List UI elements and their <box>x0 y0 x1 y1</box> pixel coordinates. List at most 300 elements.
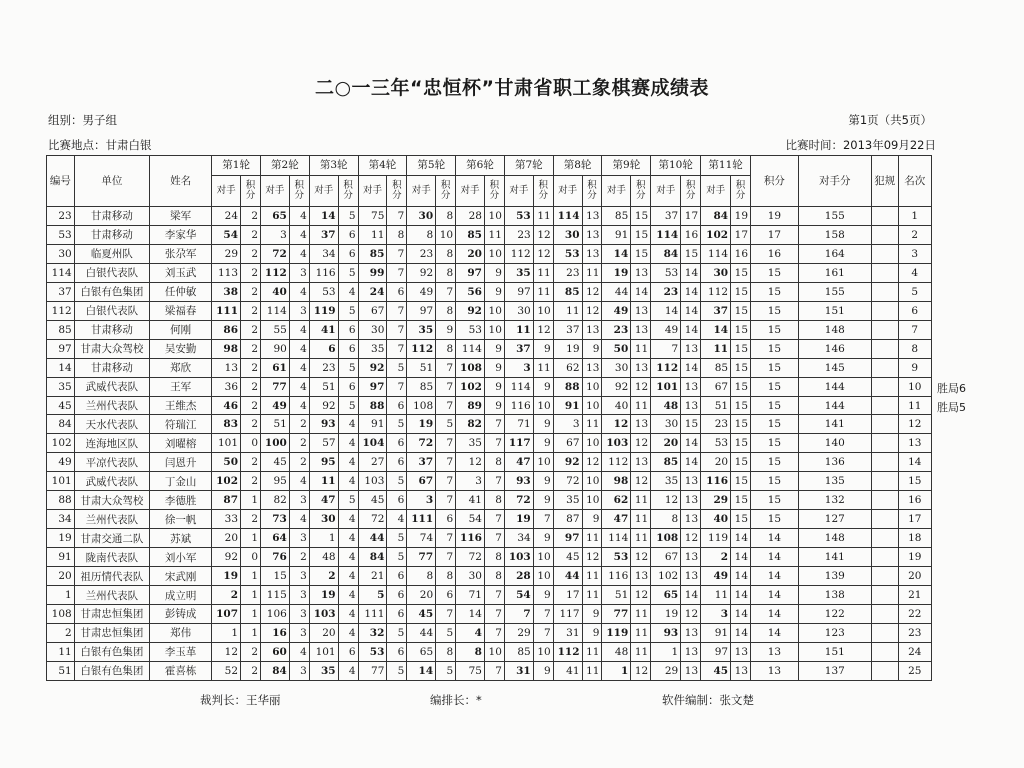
cell-name: 任仲敏 <box>150 282 212 301</box>
cell-rank: 20 <box>898 567 931 586</box>
cell-name: 苏斌 <box>150 529 212 548</box>
cell-name: 刘小军 <box>150 548 212 567</box>
cell-points: 13 <box>631 415 651 434</box>
cell-points: 6 <box>338 320 358 339</box>
cell-points: 10 <box>582 472 602 491</box>
cell-points: 10 <box>484 320 504 339</box>
cell-opp-score: 148 <box>798 320 871 339</box>
cell-opponent: 65 <box>407 642 436 661</box>
cell-opponent: 84 <box>651 244 681 263</box>
cell-points: 3 <box>289 661 309 680</box>
cell-opponent: 30 <box>651 415 681 434</box>
cell-opponent: 37 <box>309 225 338 244</box>
cell-opponent: 116 <box>602 567 631 586</box>
cell-player-no: 35 <box>47 377 75 396</box>
cell-points: 4 <box>338 623 358 642</box>
subheader-opponent: 对手 <box>651 176 681 207</box>
cell-opponent: 100 <box>261 434 290 453</box>
cell-points: 0 <box>241 548 261 567</box>
cell-points: 7 <box>484 623 504 642</box>
cell-opponent: 89 <box>456 396 485 415</box>
cell-opponent: 45 <box>358 491 387 510</box>
cell-opponent: 48 <box>309 548 338 567</box>
cell-rank: 16 <box>898 491 931 510</box>
cell-score: 15 <box>751 377 799 396</box>
cell-points: 13 <box>681 472 701 491</box>
cell-opponent: 30 <box>358 320 387 339</box>
cell-opponent: 31 <box>553 623 582 642</box>
cell-points: 4 <box>338 434 358 453</box>
cell-points: 9 <box>582 605 602 624</box>
cell-opponent: 91 <box>358 415 387 434</box>
subheader-points: 积分 <box>681 176 701 207</box>
cell-opponent: 111 <box>407 510 436 529</box>
cell-opp-score: 141 <box>798 415 871 434</box>
cell-points: 10 <box>484 207 504 226</box>
cell-opponent: 37 <box>651 207 681 226</box>
cell-points: 8 <box>436 339 456 358</box>
cell-points: 2 <box>241 396 261 415</box>
cell-unit: 白银有色集团 <box>74 661 149 680</box>
cell-points: 2 <box>241 661 261 680</box>
cell-unit: 白银代表队 <box>74 263 149 282</box>
cell-unit: 白银代表队 <box>74 301 149 320</box>
cell-opponent: 24 <box>212 207 241 226</box>
cell-points: 8 <box>436 567 456 586</box>
cell-player-no: 34 <box>47 510 75 529</box>
cell-opponent: 53 <box>309 282 338 301</box>
cell-points: 15 <box>681 415 701 434</box>
cell-foul <box>871 244 898 263</box>
table-row <box>47 491 932 510</box>
cell-opp-score: 164 <box>798 244 871 263</box>
cell-opponent: 28 <box>456 207 485 226</box>
cell-points: 7 <box>387 244 407 263</box>
cell-opponent: 88 <box>553 377 582 396</box>
cell-rank: 8 <box>898 339 931 358</box>
cell-opponent: 29 <box>651 661 681 680</box>
cell-points: 15 <box>731 377 751 396</box>
subheader-points: 积分 <box>289 176 309 207</box>
cell-foul <box>871 339 898 358</box>
cell-points: 5 <box>338 301 358 320</box>
cell-opponent: 85 <box>602 207 631 226</box>
cell-foul <box>871 567 898 586</box>
cell-points: 7 <box>387 339 407 358</box>
cell-opponent: 116 <box>309 263 338 282</box>
cell-points: 13 <box>631 263 651 282</box>
cell-opponent: 112 <box>261 263 290 282</box>
cell-opponent: 98 <box>212 339 241 358</box>
cell-score: 15 <box>751 263 799 282</box>
cell-points: 3 <box>289 529 309 548</box>
cell-opponent: 87 <box>212 491 241 510</box>
cell-points: 2 <box>241 472 261 491</box>
cell-opponent: 53 <box>456 320 485 339</box>
cell-opponent: 86 <box>212 320 241 339</box>
cell-points: 4 <box>289 225 309 244</box>
cell-opponent: 92 <box>456 301 485 320</box>
cell-name: 何刚 <box>150 320 212 339</box>
cell-points: 1 <box>241 586 261 605</box>
cell-name: 郑伟 <box>150 623 212 642</box>
cell-rank: 18 <box>898 529 931 548</box>
cell-opponent: 21 <box>358 567 387 586</box>
cell-points: 9 <box>533 377 553 396</box>
col-header-round: 第2轮 <box>261 156 310 176</box>
cell-unit: 白银有色集团 <box>74 282 149 301</box>
cell-points: 5 <box>338 396 358 415</box>
cell-foul <box>871 415 898 434</box>
cell-points: 13 <box>681 661 701 680</box>
cell-points: 8 <box>484 548 504 567</box>
cell-opponent: 45 <box>407 605 436 624</box>
cell-points: 13 <box>681 548 701 567</box>
cell-points: 4 <box>338 472 358 491</box>
cell-opponent: 47 <box>309 491 338 510</box>
cell-points: 15 <box>731 491 751 510</box>
table-row <box>47 377 932 396</box>
cell-points: 13 <box>631 301 651 320</box>
cell-unit: 甘肃忠恒集团 <box>74 623 149 642</box>
cell-opponent: 112 <box>651 358 681 377</box>
cell-score: 14 <box>751 529 799 548</box>
cell-opp-score: 158 <box>798 225 871 244</box>
cell-opponent: 41 <box>456 491 485 510</box>
subheader-opponent: 对手 <box>504 176 533 207</box>
cell-points: 7 <box>436 491 456 510</box>
cell-score: 13 <box>751 661 799 680</box>
cell-points: 14 <box>681 282 701 301</box>
table-row <box>47 642 932 661</box>
cell-opponent: 44 <box>407 623 436 642</box>
cell-rank: 17 <box>898 510 931 529</box>
cell-opponent: 31 <box>504 661 533 680</box>
cell-opp-score: 155 <box>798 207 871 226</box>
cell-opponent: 112 <box>504 244 533 263</box>
cell-points: 11 <box>484 225 504 244</box>
cell-unit: 甘肃大众驾校 <box>74 491 149 510</box>
cell-points: 11 <box>582 415 602 434</box>
cell-opponent: 104 <box>358 434 387 453</box>
cell-opponent: 74 <box>407 529 436 548</box>
subheader-opponent: 对手 <box>602 176 631 207</box>
cell-points: 13 <box>631 453 651 472</box>
cell-opponent: 23 <box>504 225 533 244</box>
cell-points: 12 <box>582 453 602 472</box>
cell-opponent: 35 <box>553 491 582 510</box>
cell-points: 19 <box>731 207 751 226</box>
cell-opponent: 38 <box>212 282 241 301</box>
cell-points: 13 <box>582 225 602 244</box>
cell-opponent: 48 <box>651 396 681 415</box>
cell-opponent: 12 <box>456 453 485 472</box>
cell-points: 9 <box>582 623 602 642</box>
cell-opponent: 56 <box>456 282 485 301</box>
cell-opponent: 117 <box>553 605 582 624</box>
cell-points: 10 <box>533 453 553 472</box>
cell-points: 12 <box>533 320 553 339</box>
cell-points: 4 <box>387 510 407 529</box>
cell-opponent: 111 <box>212 301 241 320</box>
table-row <box>47 623 932 642</box>
cell-points: 9 <box>533 472 553 491</box>
col-header-foul: 犯规 <box>871 156 898 207</box>
cell-opponent: 114 <box>504 377 533 396</box>
cell-player-no: 20 <box>47 567 75 586</box>
cell-points: 10 <box>582 434 602 453</box>
table-row <box>47 434 932 453</box>
cell-points: 5 <box>387 358 407 377</box>
cell-opponent: 12 <box>651 491 681 510</box>
cell-points: 9 <box>533 339 553 358</box>
cell-points: 7 <box>436 605 456 624</box>
cell-points: 11 <box>533 263 553 282</box>
cell-unit: 武威代表队 <box>74 472 149 491</box>
cell-points: 5 <box>338 207 358 226</box>
cell-points: 15 <box>631 244 651 263</box>
col-header-round: 第6轮 <box>456 156 505 176</box>
cell-unit: 甘肃移动 <box>74 207 149 226</box>
cell-opponent: 116 <box>504 396 533 415</box>
cell-points: 4 <box>338 282 358 301</box>
cell-opponent: 1 <box>602 661 631 680</box>
cell-points: 15 <box>731 263 751 282</box>
cell-opp-score: 127 <box>798 510 871 529</box>
cell-rank: 11 <box>898 396 931 415</box>
cell-opponent: 3 <box>261 225 290 244</box>
cell-points: 9 <box>582 510 602 529</box>
cell-points: 4 <box>289 244 309 263</box>
subheader-opponent: 对手 <box>701 176 731 207</box>
cell-opponent: 54 <box>456 510 485 529</box>
table-row <box>47 415 932 434</box>
cell-rank: 12 <box>898 415 931 434</box>
cell-score: 15 <box>751 339 799 358</box>
cell-points: 4 <box>289 396 309 415</box>
cell-rank: 6 <box>898 301 931 320</box>
subheader-points: 积分 <box>533 176 553 207</box>
cell-points: 11 <box>533 207 553 226</box>
subheader-points: 积分 <box>338 176 358 207</box>
cell-opponent: 34 <box>309 244 338 263</box>
cell-opponent: 114 <box>456 339 485 358</box>
cell-opponent: 51 <box>701 396 731 415</box>
cell-opponent: 65 <box>651 586 681 605</box>
cell-score: 15 <box>751 415 799 434</box>
table-row <box>47 586 932 605</box>
cell-opponent: 20 <box>651 434 681 453</box>
cell-points: 5 <box>338 263 358 282</box>
cell-opponent: 49 <box>651 320 681 339</box>
subheader-opponent: 对手 <box>358 176 387 207</box>
cell-opponent: 114 <box>651 225 681 244</box>
cell-opponent: 45 <box>261 453 290 472</box>
cell-opponent: 99 <box>358 263 387 282</box>
cell-points: 7 <box>484 529 504 548</box>
cell-opponent: 101 <box>212 434 241 453</box>
cell-points: 7 <box>484 510 504 529</box>
col-header-rank: 名次 <box>898 156 931 207</box>
cell-points: 2 <box>241 377 261 396</box>
cell-unit: 兰州代表队 <box>74 510 149 529</box>
cell-points: 4 <box>289 358 309 377</box>
cell-opponent: 97 <box>504 282 533 301</box>
cell-opponent: 51 <box>602 586 631 605</box>
cell-points: 8 <box>484 567 504 586</box>
cell-opponent: 53 <box>553 244 582 263</box>
cell-opponent: 108 <box>407 396 436 415</box>
cell-name: 符瑞江 <box>150 415 212 434</box>
cell-points: 0 <box>241 434 261 453</box>
cell-opponent: 75 <box>358 207 387 226</box>
cell-opponent: 20 <box>212 529 241 548</box>
cell-rank: 4 <box>898 263 931 282</box>
col-header-round: 第1轮 <box>212 156 261 176</box>
cell-foul <box>871 434 898 453</box>
cell-name: 李家华 <box>150 225 212 244</box>
cell-points: 5 <box>338 491 358 510</box>
cell-points: 5 <box>436 623 456 642</box>
cell-opponent: 11 <box>358 225 387 244</box>
cell-points: 13 <box>681 510 701 529</box>
cell-points: 15 <box>681 244 701 263</box>
subheader-points: 积分 <box>731 176 751 207</box>
table-row <box>47 225 932 244</box>
table-row <box>47 358 932 377</box>
cell-points: 15 <box>731 282 751 301</box>
results-table <box>46 155 932 681</box>
cell-points: 7 <box>484 472 504 491</box>
subheader-opponent: 对手 <box>309 176 338 207</box>
cell-points: 9 <box>533 491 553 510</box>
cell-opponent: 71 <box>456 586 485 605</box>
cell-name: 郑欣 <box>150 358 212 377</box>
cell-points: 9 <box>484 396 504 415</box>
cell-points: 7 <box>436 434 456 453</box>
cell-points: 5 <box>387 623 407 642</box>
cell-opponent: 40 <box>602 396 631 415</box>
cell-foul <box>871 225 898 244</box>
cell-points: 1 <box>241 529 261 548</box>
cell-opponent: 119 <box>701 529 731 548</box>
cell-points: 14 <box>681 586 701 605</box>
cell-opponent: 82 <box>456 415 485 434</box>
col-header-name: 姓名 <box>150 156 212 207</box>
cell-points: 1 <box>241 491 261 510</box>
cell-unit: 临夏州队 <box>74 244 149 263</box>
cell-unit: 甘肃忠恒集团 <box>74 605 149 624</box>
cell-name: 成立明 <box>150 586 212 605</box>
cell-points: 15 <box>731 472 751 491</box>
cell-opponent: 30 <box>504 301 533 320</box>
cell-rank: 25 <box>898 661 931 680</box>
cell-opponent: 28 <box>504 567 533 586</box>
cell-rank: 24 <box>898 642 931 661</box>
cell-opponent: 85 <box>407 377 436 396</box>
cell-opponent: 40 <box>261 282 290 301</box>
tiebreak-note: 胜局6 <box>937 382 966 396</box>
cell-opponent: 41 <box>553 661 582 680</box>
cell-points: 8 <box>436 642 456 661</box>
cell-opponent: 114 <box>261 301 290 320</box>
cell-opponent: 11 <box>701 339 731 358</box>
cell-opponent: 3 <box>456 472 485 491</box>
cell-points: 7 <box>436 396 456 415</box>
cell-opponent: 13 <box>212 358 241 377</box>
cell-opponent: 112 <box>553 642 582 661</box>
cell-points: 4 <box>289 642 309 661</box>
cell-opponent: 2 <box>701 548 731 567</box>
cell-points: 4 <box>289 472 309 491</box>
cell-points: 9 <box>484 282 504 301</box>
cell-rank: 14 <box>898 453 931 472</box>
cell-foul <box>871 529 898 548</box>
cell-points: 7 <box>436 453 456 472</box>
cell-points: 9 <box>533 586 553 605</box>
cell-points: 10 <box>484 642 504 661</box>
cell-player-no: 30 <box>47 244 75 263</box>
cell-points: 12 <box>582 548 602 567</box>
cell-points: 6 <box>338 225 358 244</box>
col-header-round: 第8轮 <box>553 156 602 176</box>
cell-unit: 甘肃移动 <box>74 320 149 339</box>
cell-opponent: 30 <box>602 358 631 377</box>
cell-opponent: 114 <box>553 207 582 226</box>
cell-points: 3 <box>289 301 309 320</box>
cell-score: 15 <box>751 396 799 415</box>
cell-points: 7 <box>436 548 456 567</box>
cell-opponent: 19 <box>553 339 582 358</box>
cell-player-no: 11 <box>47 642 75 661</box>
cell-opponent: 1 <box>212 623 241 642</box>
cell-points: 11 <box>631 491 651 510</box>
cell-opponent: 30 <box>309 510 338 529</box>
cell-opponent: 34 <box>504 529 533 548</box>
cell-opponent: 19 <box>602 263 631 282</box>
cell-opponent: 91 <box>602 225 631 244</box>
cell-points: 7 <box>484 605 504 624</box>
cell-opponent: 67 <box>553 434 582 453</box>
cell-points: 12 <box>681 605 701 624</box>
cell-points: 2 <box>241 339 261 358</box>
table-row <box>47 453 932 472</box>
cell-opponent: 37 <box>701 301 731 320</box>
cell-points: 15 <box>731 415 751 434</box>
col-header-round: 第4轮 <box>358 156 407 176</box>
cell-opponent: 19 <box>504 510 533 529</box>
cell-opponent: 24 <box>358 282 387 301</box>
cell-points: 15 <box>731 358 751 377</box>
cell-points: 5 <box>436 415 456 434</box>
cell-opponent: 83 <box>212 415 241 434</box>
cell-player-no: 1 <box>47 586 75 605</box>
cell-score: 14 <box>751 586 799 605</box>
cell-player-no: 49 <box>47 453 75 472</box>
cell-opponent: 23 <box>701 415 731 434</box>
cell-points: 13 <box>582 244 602 263</box>
table-row <box>47 301 932 320</box>
cell-opponent: 95 <box>309 453 338 472</box>
cell-score: 14 <box>751 605 799 624</box>
cell-unit: 甘肃大众驾校 <box>74 339 149 358</box>
cell-opponent: 49 <box>261 396 290 415</box>
cell-rank: 2 <box>898 225 931 244</box>
cell-name: 张尕军 <box>150 244 212 263</box>
cell-points: 12 <box>533 244 553 263</box>
cell-points: 7 <box>533 623 553 642</box>
cell-opp-score: 155 <box>798 282 871 301</box>
